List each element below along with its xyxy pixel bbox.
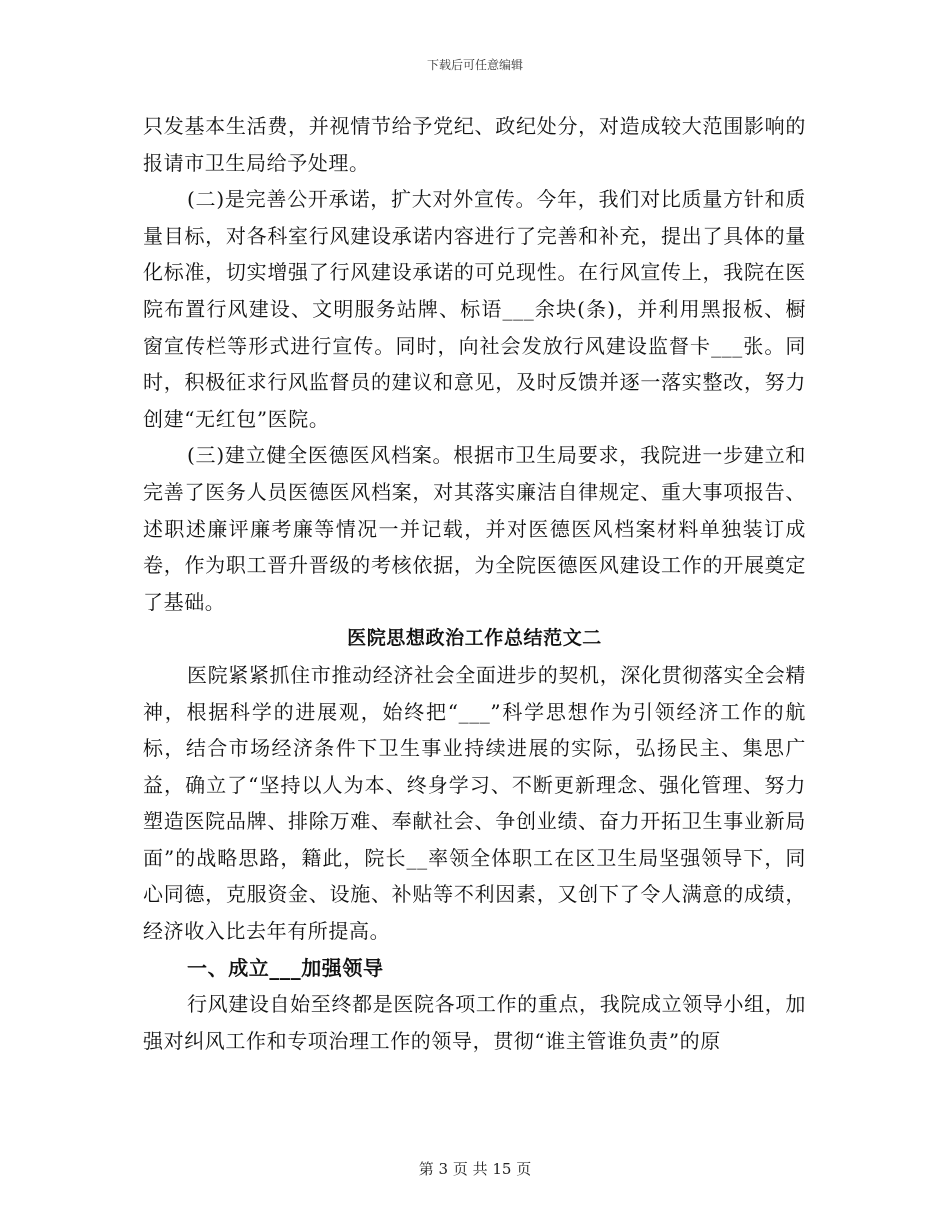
paragraph-conduct-building: 行风建设自始至终都是医院各项工作的重点，我院成立领导小组，加强对纠风工作和专项治理工作的领导，贯彻“谁主管谁负责”的原 (143, 992, 806, 1053)
section-title: 医院思想政治工作总结范文二 (347, 627, 602, 650)
paragraph-ethics-archive: (三)建立健全医德医风档案。根据市卫生局要求，我院进一步建立和完善了医务人员医德医风档案，对其落实廉洁自律规定、重大事项报告、述职述廉评廉考廉等情况一并记载，并对医德医风档案材料单独装订成卷，作为职工晋升晋级的考核依据，为全院医德医风建设工作的开展奠定了基础。 (143, 443, 806, 614)
paragraph-continuation: 只发基本生活费，并视情节给予党纪、政纪处分，对造成较大范围影响的报请市卫生局给予处理。 (143, 114, 806, 175)
subheading-leadership: 一、成立___加强领导 (187, 955, 384, 980)
page-number: 第 3 页 共 15 页 (418, 1160, 532, 1178)
header-note: 下载后可任意编辑 (426, 58, 523, 72)
paragraph-hospital-overview: 医院紧紧抓住市推动经济社会全面进步的契机，深化贯彻落实全会精神，根据科学的进展观，始终把“___”科学思想作为引领经济工作的航标，结合市场经济条件下卫生事业持续进展的实际，弘扬民主、集思广益，确立了“坚持以人为本、终身学习、不断更新理念、强化管理、努力塑造医院品牌、排除万难、奉献社会、争创业绩、奋力开拓卫生事业新局面”的战略思路，籍此，院长__率领全体职工在区卫生局坚强领导下，同心同德，克服资金、设施、补贴等不利因素，又创下了令人满意的成绩，经济收入比去年有所提高。 (143, 662, 806, 944)
document-body (143, 108, 806, 1059)
paragraph-public-commitment: (二)是完善公开承诺，扩大对外宣传。今年，我们对比质量方针和质量目标，对各科室行风建设承诺内容进行了完善和补充，提出了具体的量化标准，切实增强了行风建设承诺的可兑现性。在行风宣传上，我院在医院布置行风建设、文明服务站牌、标语___余块(条)，并利用黑报板、橱窗宣传栏等形式进行宣传。同时，向社会发放行风建设监督卡___张。同时，积极征求行风监督员的建议和意见，及时反馈并逐一落实整改，努力创建“无红包”医院。 (143, 187, 806, 431)
